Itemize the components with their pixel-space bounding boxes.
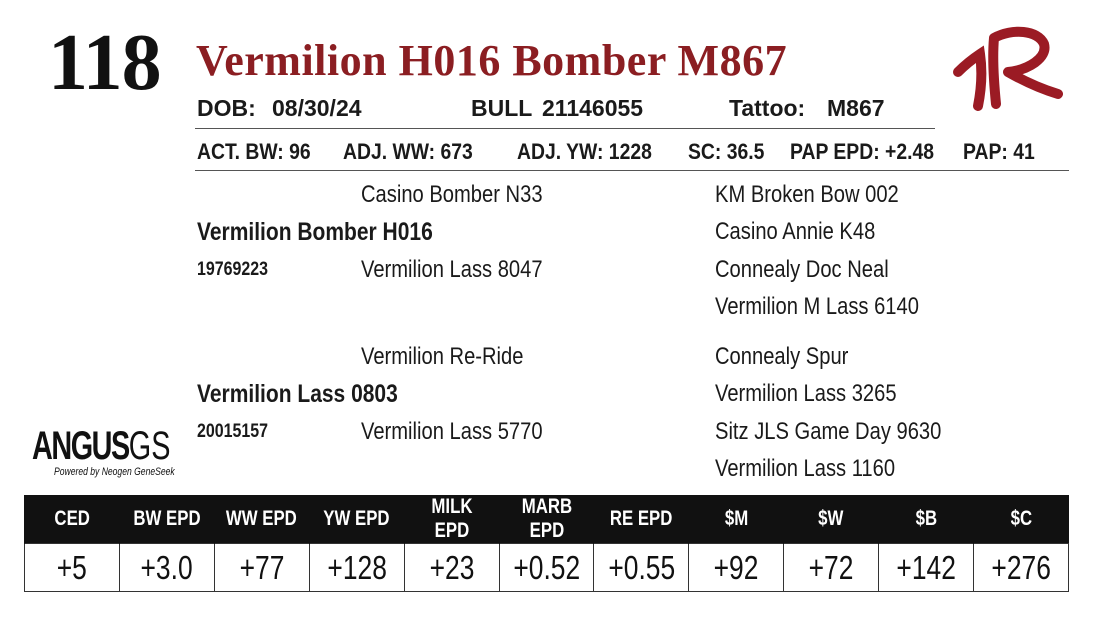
epd-header-row	[25, 495, 1069, 544]
epd-value: +72	[784, 544, 879, 592]
adjusted-weaning-weight: ADJ. WW: 673	[343, 139, 473, 164]
epd-header: $C	[974, 495, 1069, 544]
epd-value: +77	[214, 544, 309, 592]
epd-header: WW EPD	[214, 495, 309, 544]
epd-header: BW EPD	[119, 495, 214, 544]
dam-sire-sire: Connealy Spur	[715, 343, 849, 370]
sire-dam: Vermilion Lass 8047	[361, 256, 543, 283]
dob-value: 08/30/24	[272, 95, 362, 121]
sire-name: Vermilion Bomber H016	[197, 218, 433, 246]
epd-value: +0.52	[499, 544, 594, 592]
epd-value: +142	[879, 544, 974, 592]
info-divider	[195, 128, 935, 129]
dam-sire-dam: Vermilion Lass 3265	[715, 380, 897, 407]
dam-registration: 20015157	[197, 421, 269, 442]
epd-value: +23	[404, 544, 499, 592]
sex-label: BULL	[471, 95, 533, 121]
tattoo-value: M867	[827, 95, 885, 121]
pap-epd: PAP EPD: +2.48	[790, 139, 935, 164]
dam-dam-sire: Sitz JLS Game Day 9630	[715, 418, 942, 445]
logo-tagline: Powered by Neogen GeneSeek	[54, 466, 175, 478]
sire-sire: Casino Bomber N33	[361, 181, 543, 208]
sire-sire-sire: KM Broken Bow 002	[715, 181, 899, 208]
tattoo-label: Tattoo:	[729, 95, 806, 121]
epd-header: $W	[784, 495, 879, 544]
epd-value: +0.55	[594, 544, 689, 592]
epd-value: +128	[309, 544, 404, 592]
angus-gs-logo	[32, 424, 182, 484]
animal-title: Vermilion H016 Bomber M867	[196, 36, 788, 85]
dob-label: DOB:	[197, 95, 256, 121]
epd-header: YW EPD	[309, 495, 404, 544]
sire-sire-dam: Casino Annie K48	[715, 218, 876, 245]
dam-sire: Vermilion Re-Ride	[361, 343, 524, 370]
adjusted-yearling-weight: ADJ. YW: 1228	[517, 139, 652, 164]
epd-value: +92	[689, 544, 784, 592]
pap-score: PAP: 41	[963, 139, 1035, 164]
sire-dam-sire: Connealy Doc Neal	[715, 256, 889, 283]
sire-dam-dam: Vermilion M Lass 6140	[715, 293, 919, 320]
epd-header: MILK EPD	[404, 495, 499, 544]
epd-value: +276	[974, 544, 1069, 592]
brand-mark-icon	[952, 24, 1064, 114]
epd-value: +5	[25, 544, 120, 592]
dam-dam-dam: Vermilion Lass 1160	[715, 455, 896, 482]
lot-number: 118	[48, 19, 161, 107]
scrotal-circumference: SC: 36.5	[688, 139, 765, 164]
logo-angus-text: ANGUS	[32, 424, 129, 468]
epd-value: +3.0	[119, 544, 214, 592]
epd-table	[24, 495, 1069, 592]
actual-birth-weight: ACT. BW: 96	[197, 139, 311, 164]
stats-divider	[195, 170, 1069, 171]
epd-value-row	[25, 544, 1069, 592]
sire-registration: 19769223	[197, 259, 269, 280]
dam-dam: Vermilion Lass 5770	[361, 418, 543, 445]
epd-header: CED	[25, 495, 120, 544]
registration-number: 21146055	[542, 95, 644, 121]
dam-name: Vermilion Lass 0803	[197, 380, 398, 408]
epd-header: $M	[689, 495, 784, 544]
epd-header: $B	[879, 495, 974, 544]
logo-wordmark	[32, 424, 170, 468]
epd-header: RE EPD	[594, 495, 689, 544]
epd-header: MARB EPD	[499, 495, 594, 544]
logo-gs-text: GS	[128, 424, 171, 468]
